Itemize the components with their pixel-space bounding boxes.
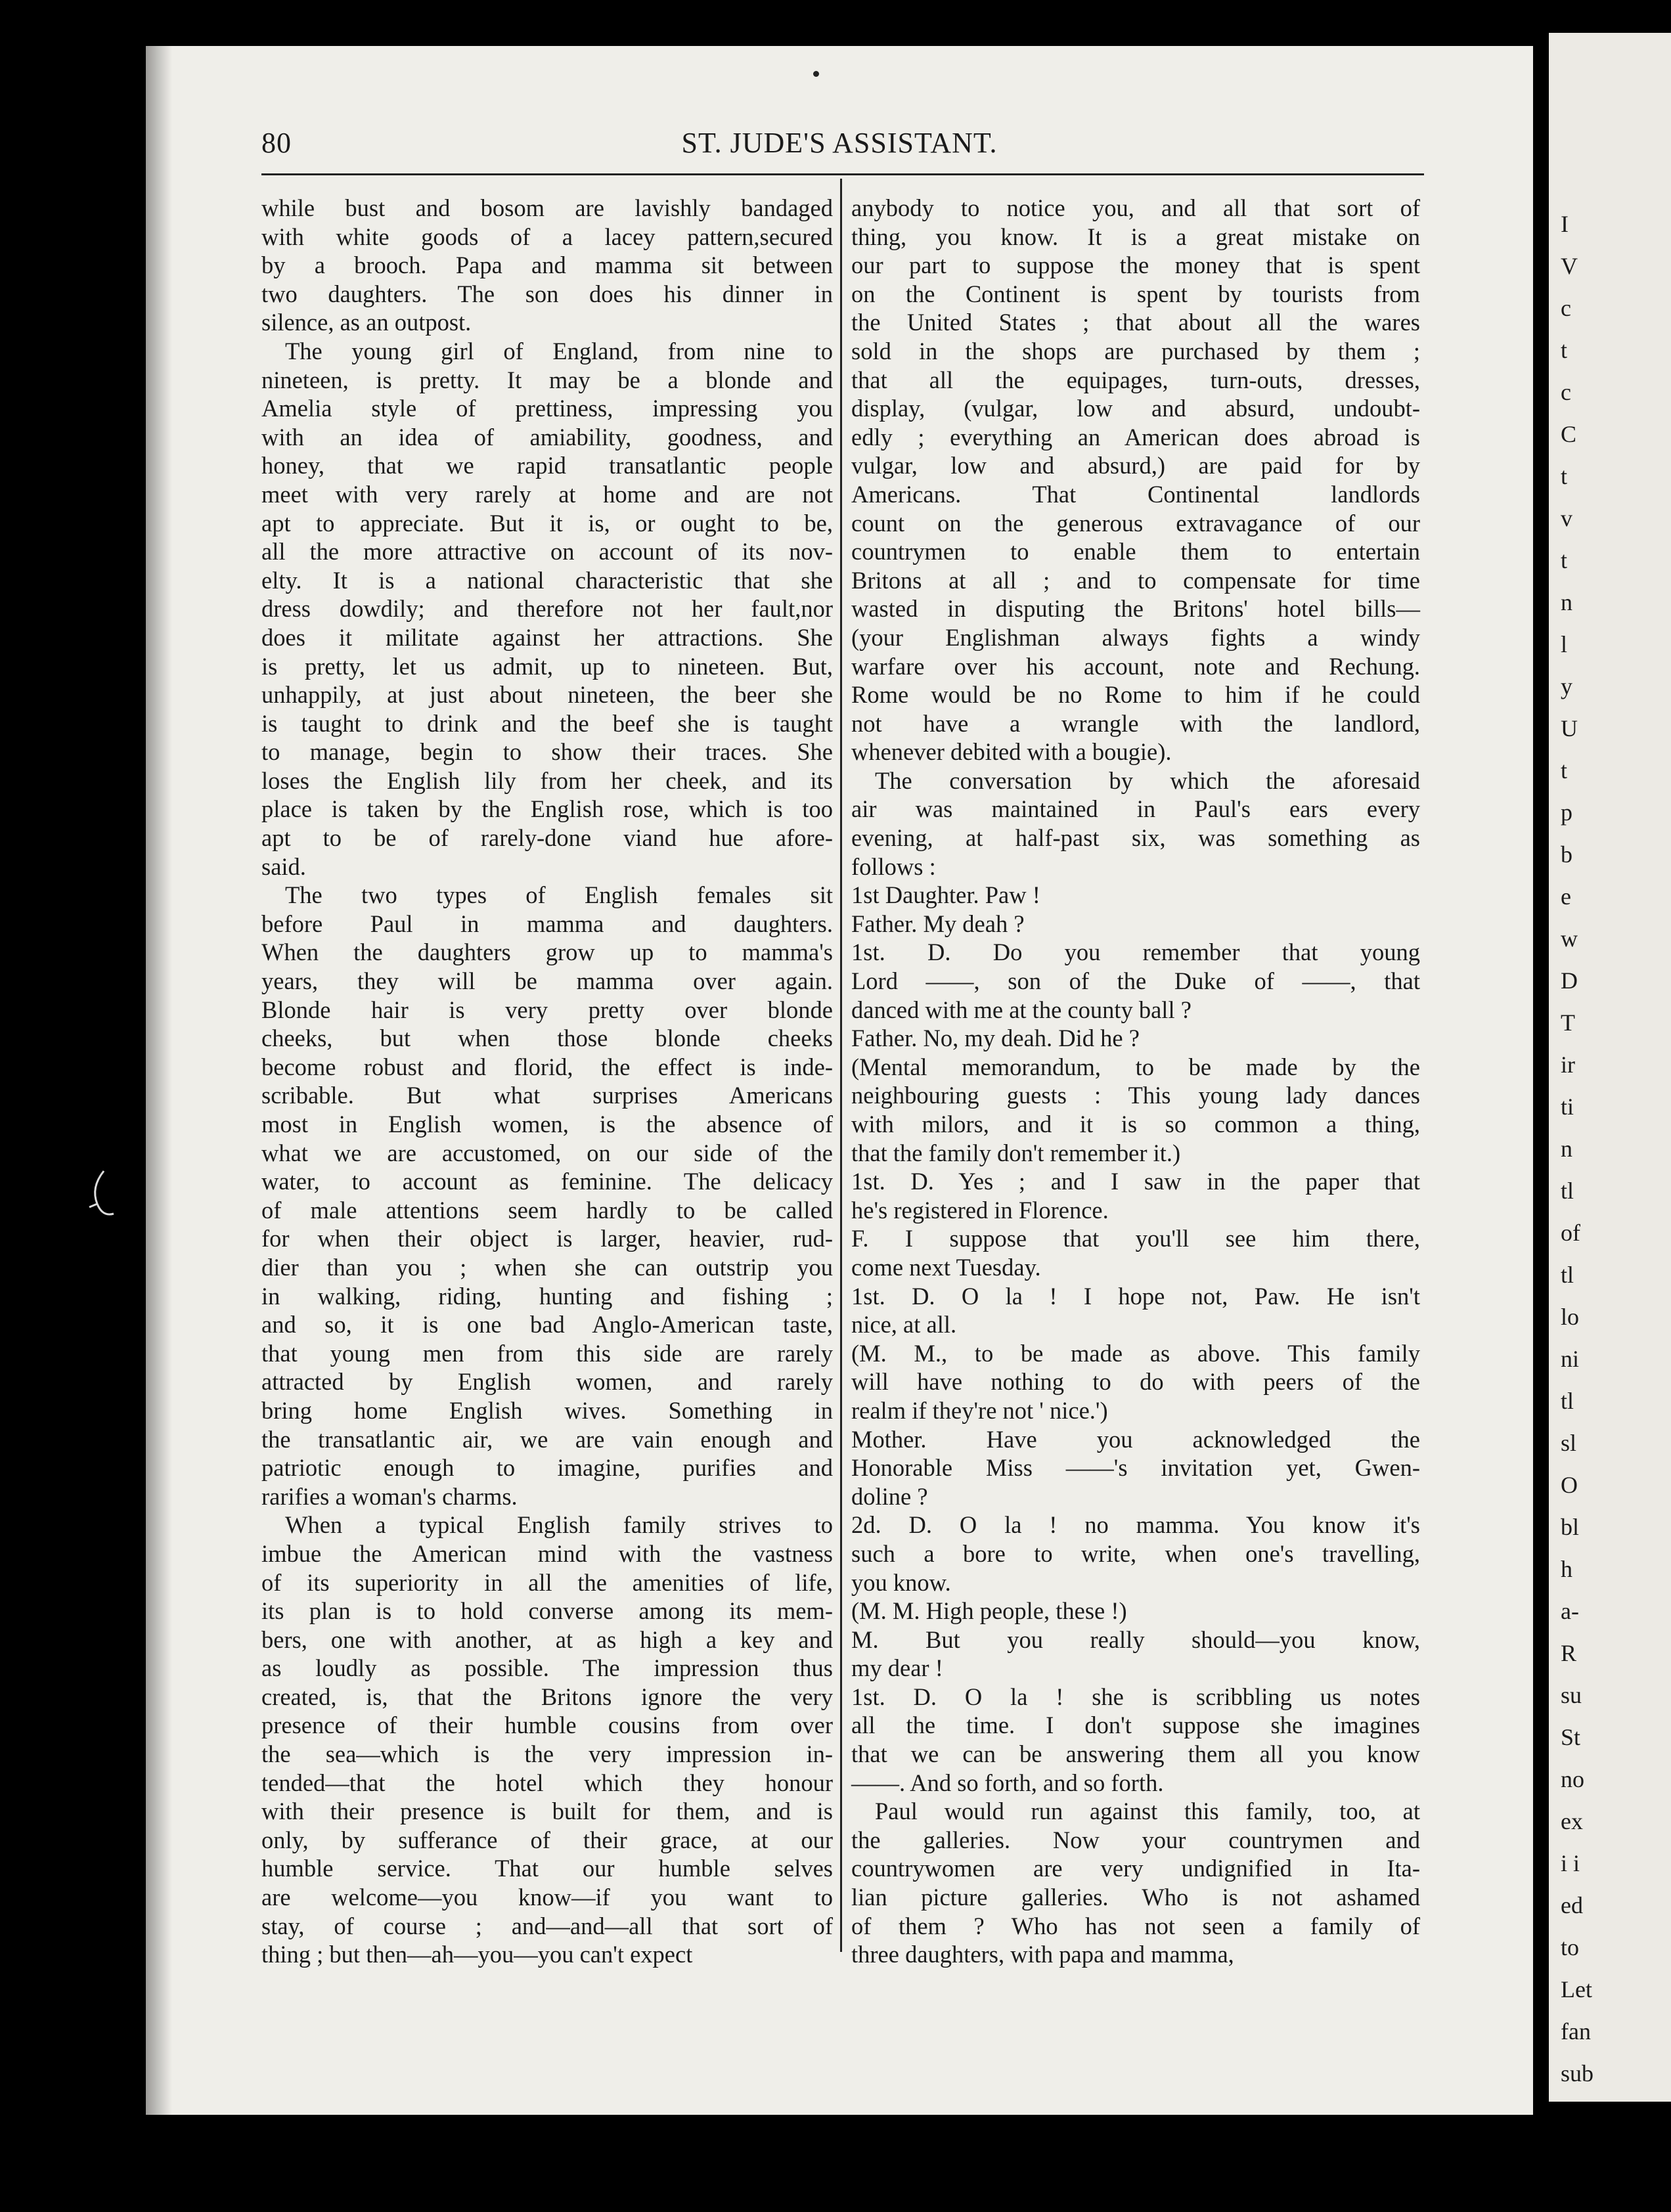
text-line: countrymen to enable them to entertain: [851, 538, 1420, 565]
text-line: doline ?: [851, 1482, 928, 1510]
text-line: elty. It is a national characteristic that she: [261, 566, 833, 594]
text-line: 1st. D. O la ! I hope not, Paw. He isn't: [851, 1282, 1420, 1310]
scan-border-top: [0, 0, 1671, 46]
text-line: M. But you really should—you know,: [851, 1626, 1420, 1653]
adjacent-page-fragment: O: [1561, 1472, 1578, 1498]
text-line: that the family don't remember it.): [851, 1139, 1181, 1166]
adjacent-page-fragment: ir: [1561, 1051, 1575, 1078]
text-line: to manage, begin to show their traces. She: [261, 738, 833, 766]
adjacent-page-fragment: b: [1561, 841, 1572, 868]
adjacent-page-fragment: v: [1561, 505, 1572, 531]
text-line: The two types of English females sit: [285, 881, 833, 909]
text-line: is pretty, let us admit, up to nineteen. But,: [261, 652, 833, 680]
text-line: with milors, and it is so common a thing,: [851, 1111, 1420, 1138]
text-line: that we can be answering them all you know: [851, 1740, 1420, 1768]
adjacent-page-fragment: sub: [1561, 2060, 1594, 2087]
text-line: my dear !: [851, 1654, 943, 1682]
text-line: countrywomen are very undignified in Ita-: [851, 1855, 1420, 1882]
text-line: 1st. D. Do you remember that young: [851, 939, 1420, 966]
adjacent-page-fragment: tl: [1561, 1262, 1574, 1288]
text-line: 2d. D. O la ! no mamma. You know it's: [851, 1511, 1420, 1539]
text-line: apt to be of rarely-done viand hue afore-: [261, 824, 833, 852]
text-line: sold in the shops are purchased by them ;: [851, 337, 1420, 365]
text-line: The young girl of England, from nine to: [285, 337, 833, 365]
text-line: edly ; everything an American does abroad is: [851, 423, 1420, 451]
text-line: will have nothing to do with peers of the: [851, 1368, 1420, 1396]
text-line: When a typical English family strives to: [285, 1511, 833, 1539]
left-text-column: [261, 194, 833, 1969]
text-line: air was maintained in Paul's ears every: [851, 795, 1420, 823]
printer-dot: [813, 71, 819, 77]
text-line: is taught to drink and the beef she is taught: [261, 709, 833, 737]
gutter-shadow: [146, 46, 172, 2115]
text-line: come next Tuesday.: [851, 1253, 1041, 1281]
adjacent-page-fragment: no: [1561, 1766, 1584, 1792]
text-line: (your Englishman always fights a windy: [851, 623, 1420, 651]
text-line: The conversation by which the aforesaid: [875, 766, 1420, 794]
adjacent-page-fragment: of: [1561, 1220, 1580, 1246]
text-line: that young men from this side are rarely: [261, 1339, 833, 1367]
text-line: (Mental memorandum, to be made by the: [851, 1053, 1420, 1080]
text-line: all the more attractive on account of its nov-: [261, 538, 833, 565]
adjacent-page-fragment: n: [1561, 589, 1572, 615]
text-line: thing, you know. It is a great mistake on: [851, 223, 1420, 250]
adjacent-page-fragment: a-: [1561, 1598, 1579, 1624]
adjacent-page-fragment: tl: [1561, 1388, 1574, 1414]
adjacent-page-fragment: i i: [1561, 1850, 1580, 1876]
text-line: place is taken by the English rose, which is too: [261, 795, 833, 823]
header-rule: [261, 173, 1424, 175]
text-line: the transatlantic air, we are vain enough and: [261, 1425, 833, 1453]
running-header: [261, 126, 1417, 172]
text-line: humble service. That our humble selves: [261, 1855, 833, 1882]
right-text-column: [851, 194, 1420, 1969]
text-line: with an idea of amiability, goodness, and: [261, 423, 833, 451]
text-line: whenever debited with a bougie).: [851, 738, 1172, 766]
text-line: anybody to notice you, and all that sort of: [851, 194, 1420, 221]
text-line: warfare over his account, note and Rechung.: [851, 652, 1420, 680]
adjacent-page-fragment: y: [1561, 673, 1572, 699]
text-line: such a bore to write, when one's travelling,: [851, 1539, 1420, 1567]
adjacent-page-fragment: t: [1561, 547, 1568, 573]
text-line: dress dowdily; and therefore not her fault,nor: [261, 595, 833, 623]
text-line: patriotic enough to imagine, purifies and: [261, 1454, 833, 1482]
text-line: Lord ——, son of the Duke of ——, that: [851, 967, 1420, 995]
text-line: become robust and florid, the effect is inde-: [261, 1053, 833, 1080]
text-line: stay, of course ; and—and—all that sort of: [261, 1912, 833, 1939]
text-line: years, they will be mamma over again.: [261, 967, 833, 995]
adjacent-page-fragment: to: [1561, 1934, 1580, 1960]
text-line: meet with very rarely at home and are not: [261, 480, 833, 508]
adjacent-page-fragment: lo: [1561, 1304, 1580, 1330]
adjacent-page-fragment: sl: [1561, 1430, 1577, 1456]
text-line: attracted by English women, and rarely: [261, 1368, 833, 1396]
text-line: evening, at half-past six, was something as: [851, 824, 1420, 852]
text-line: Father. No, my deah. Did he ?: [851, 1025, 1140, 1052]
adjacent-page-fragment: e: [1561, 883, 1571, 910]
text-line: Rome would be no Rome to him if he could: [851, 681, 1420, 709]
text-line: are welcome—you know—if you want to: [261, 1884, 833, 1911]
text-line: Paul would run against this family, too, at: [875, 1798, 1420, 1825]
adjacent-page-fragment: ti: [1561, 1094, 1574, 1120]
text-line: (M. M., to be made as above. This family: [851, 1339, 1420, 1367]
text-line: of male attentions seem hardly to be called: [261, 1196, 833, 1224]
text-line: water, to account as feminine. The delicacy: [261, 1168, 833, 1195]
text-line: thing ; but then—ah—you—you can't expect: [261, 1941, 693, 1968]
text-line: by a brooch. Papa and mamma sit between: [261, 252, 833, 279]
adjacent-page-fragment: c: [1561, 295, 1571, 321]
text-line: in walking, riding, hunting and fishing ;: [261, 1282, 833, 1310]
adjacent-page-fragment: bl: [1561, 1514, 1580, 1540]
text-line: presence of their humble cousins from over: [261, 1712, 833, 1739]
adjacent-page-fragment: p: [1561, 799, 1572, 826]
text-line: dier than you ; when she can outstrip you: [261, 1253, 833, 1281]
adjacent-page-fragment: n: [1561, 1136, 1572, 1162]
text-line: Americans. That Continental landlords: [851, 480, 1420, 508]
text-line: Blonde hair is very pretty over blonde: [261, 996, 833, 1023]
adjacent-page-fragment: tl: [1561, 1178, 1574, 1204]
text-line: before Paul in mamma and daughters.: [261, 910, 833, 937]
text-line: its plan is to hold converse among its mem-: [261, 1597, 833, 1625]
adjacent-page-fragment: U: [1561, 715, 1578, 741]
text-line: When the daughters grow up to mamma's: [261, 939, 833, 966]
text-line: created, is, that the Britons ignore the very: [261, 1683, 833, 1710]
text-line: he's registered in Florence.: [851, 1196, 1109, 1224]
adjacent-page-fragment: fan: [1561, 2018, 1591, 2045]
text-line: F. I suppose that you'll see him there,: [851, 1225, 1420, 1252]
text-line: wasted in disputing the Britons' hotel bills—: [851, 595, 1420, 623]
adjacent-page-fragment: Let: [1561, 1976, 1592, 2002]
text-line: bring home English wives. Something in: [261, 1396, 833, 1424]
text-line: with white goods of a lacey pattern,secured: [261, 223, 833, 250]
running-title: ST. JUDE'S ASSISTANT.: [681, 127, 998, 159]
text-line: with their presence is built for them, and is: [261, 1798, 833, 1825]
text-line: nineteen, is pretty. It may be a blonde and: [261, 366, 833, 393]
adjacent-page-fragment: su: [1561, 1682, 1582, 1708]
text-line: for when their object is larger, heavier, rud-: [261, 1225, 833, 1252]
text-line: nice, at all.: [851, 1311, 957, 1338]
text-line: lian picture galleries. Who is not ashamed: [851, 1884, 1420, 1911]
text-line: display, (vulgar, low and absurd, undoubt-: [851, 395, 1420, 422]
text-line: Honorable Miss ——'s invitation yet, Gwen-: [851, 1454, 1420, 1482]
text-line: tended—that the hotel which they honour: [261, 1769, 833, 1796]
text-line: count on the generous extravagance of our: [851, 509, 1420, 537]
text-line: that all the equipages, turn-outs, dresses,: [851, 366, 1420, 393]
text-line: as loudly as possible. The impression thus: [261, 1654, 833, 1682]
text-line: does it militate against her attractions. She: [261, 623, 833, 651]
text-line: Britons at all ; and to compensate for time: [851, 566, 1420, 594]
adjacent-page-fragment: t: [1561, 757, 1568, 784]
text-line: 1st Daughter. Paw !: [851, 881, 1040, 909]
column-divider: [840, 179, 842, 1952]
text-line: ——. And so forth, and so forth.: [851, 1769, 1164, 1796]
text-line: loses the English lily from her cheek, and its: [261, 766, 833, 794]
page-gap: [1533, 0, 1549, 2212]
adjacent-page-fragment: ni: [1561, 1346, 1580, 1372]
scan-border-bottom: [0, 2115, 1671, 2212]
adjacent-page-fragment: h: [1561, 1556, 1572, 1582]
text-line: unhappily, at just about nineteen, the beer she: [261, 681, 833, 709]
text-line: Mother. Have you acknowledged the: [851, 1425, 1420, 1453]
text-line: bers, one with another, at as high a key and: [261, 1626, 833, 1653]
text-line: all the time. I don't suppose she imagines: [851, 1712, 1420, 1739]
text-line: on the Continent is spent by tourists from: [851, 280, 1420, 307]
text-line: realm if they're not ' nice.'): [851, 1396, 1108, 1424]
text-line: rarifies a woman's charms.: [261, 1482, 518, 1510]
text-line: not have a wrangle with the landlord,: [851, 709, 1420, 737]
text-line: (M. M. High people, these !): [851, 1597, 1127, 1625]
text-line: Amelia style of prettiness, impressing you: [261, 395, 833, 422]
scan-border-left: [0, 0, 146, 2212]
text-line: 1st. D. Yes ; and I saw in the paper that: [851, 1168, 1420, 1195]
adjacent-page-fragment: D: [1561, 967, 1578, 994]
adjacent-page-edge: [1549, 33, 1671, 2102]
text-line: the United States ; that about all the wares: [851, 309, 1420, 336]
adjacent-page-fragment: St: [1561, 1724, 1581, 1750]
text-line: the sea—which is the very impression in-: [261, 1740, 833, 1768]
adjacent-page-fragment: l: [1561, 631, 1568, 657]
adjacent-page-fragment: C: [1561, 421, 1577, 447]
text-line: imbue the American mind with the vastness: [261, 1539, 833, 1567]
text-line: said.: [261, 852, 306, 880]
text-line: apt to appreciate. But it is, or ought to be,: [261, 509, 833, 537]
text-line: 1st. D. O la ! she is scribbling us notes: [851, 1683, 1420, 1710]
adjacent-page-fragment: t: [1561, 337, 1568, 363]
text-line: scribable. But what surprises Americans: [261, 1082, 833, 1109]
text-line: of its superiority in all the amenities of life,: [261, 1568, 833, 1596]
adjacent-page-fragment: V: [1561, 253, 1578, 279]
text-line: the galleries. Now your countrymen and: [851, 1826, 1420, 1853]
adjacent-page-fragment: c: [1561, 379, 1571, 405]
adjacent-page-fragment: T: [1561, 1009, 1575, 1036]
text-line: danced with me at the county ball ?: [851, 996, 1192, 1023]
adjacent-page-fragment: t: [1561, 463, 1568, 489]
margin-pencil-mark: [84, 1168, 123, 1227]
adjacent-page-fragment: w: [1561, 925, 1578, 952]
text-line: only, by sufferance of their grace, at our: [261, 1826, 833, 1853]
text-line: follows :: [851, 852, 936, 880]
adjacent-page-fragment: R: [1561, 1640, 1577, 1666]
text-line: our part to suppose the money that is spent: [851, 252, 1420, 279]
text-line: honey, that we rapid transatlantic people: [261, 452, 833, 479]
page-number: 80: [261, 127, 292, 159]
adjacent-page-fragment: ed: [1561, 1892, 1583, 1918]
adjacent-page-fragment: ex: [1561, 1808, 1583, 1834]
text-line: of them ? Who has not seen a family of: [851, 1912, 1420, 1939]
text-line: two daughters. The son does his dinner in: [261, 280, 833, 307]
text-line: neighbouring guests : This young lady dances: [851, 1082, 1420, 1109]
text-line: three daughters, with papa and mamma,: [851, 1941, 1234, 1968]
adjacent-page-fragment: I: [1561, 211, 1569, 237]
text-line: while bust and bosom are lavishly bandaged: [261, 194, 833, 221]
text-line: silence, as an outpost.: [261, 309, 472, 336]
text-line: cheeks, but when those blonde cheeks: [261, 1025, 833, 1052]
text-line: Father. My deah ?: [851, 910, 1025, 937]
text-line: and so, it is one bad Anglo-American taste,: [261, 1311, 833, 1338]
text-line: vulgar, low and absurd,) are paid for by: [851, 452, 1420, 479]
text-line: most in English women, is the absence of: [261, 1111, 833, 1138]
text-line: you know.: [851, 1568, 951, 1596]
text-line: what we are accustomed, on our side of the: [261, 1139, 833, 1166]
